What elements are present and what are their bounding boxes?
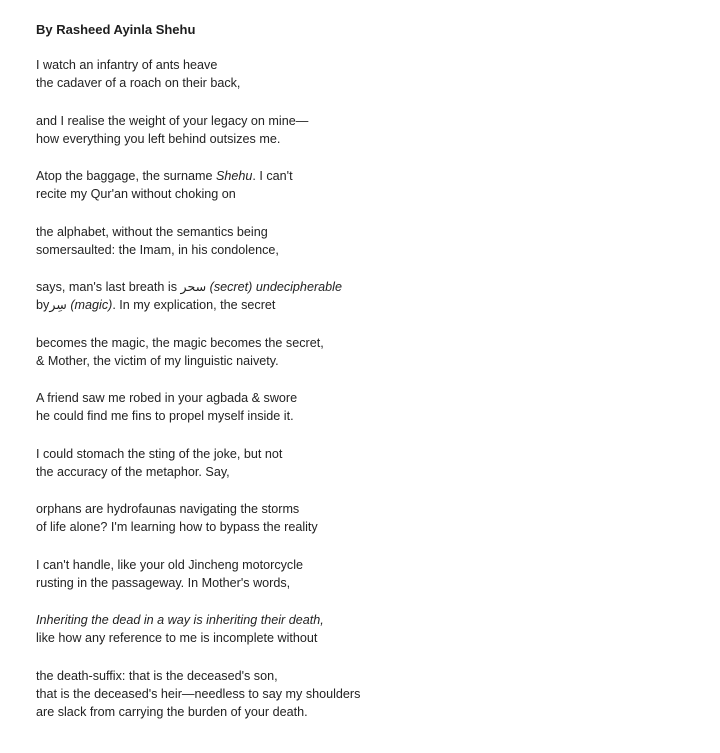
line-text: are slack from carrying the burden of your death. (36, 704, 308, 719)
stanza (36, 278, 720, 314)
line-text: I watch an infantry of ants heave (36, 58, 218, 72)
poem-line (36, 703, 720, 721)
stanza (36, 334, 720, 370)
arabic-word: سحر (180, 280, 207, 294)
poem-line (36, 407, 720, 425)
poem-line (36, 389, 720, 407)
line-text: A friend saw me robed in your agbada & swore (36, 391, 298, 405)
line-text: I could stomach the sting of the joke, but not (36, 446, 283, 461)
poem-line (36, 185, 720, 203)
line-text: I can't handle, like your old Jincheng motorcycle (36, 557, 304, 572)
line-text: the alphabet, without the semantics being (36, 224, 268, 239)
line-text: the death-suffix: that is the deceased's son, (36, 668, 278, 683)
italic-text: (magic) (70, 298, 113, 312)
stanza (36, 556, 720, 592)
stanza (36, 223, 720, 259)
poem-line (36, 629, 720, 647)
poem-line (36, 130, 720, 148)
line-text: the cadaver of a roach on their back, (36, 76, 241, 90)
line-text: somersaulted: the Imam, in his condolence, (36, 242, 279, 257)
line-text: . In my explication, the secret (112, 298, 276, 312)
line-text: rusting in the passageway. In Mother's words, (36, 575, 291, 590)
poem-line (36, 463, 720, 481)
poem-line (36, 56, 720, 74)
line-text: and I realise the weight of your legacy on mine— (36, 113, 309, 128)
line-text: how everything you left behind outsizes me. (36, 131, 281, 146)
stanza (36, 167, 720, 203)
poem-line (36, 667, 720, 685)
poem-line (36, 500, 720, 518)
line-text: that is the deceased's heir—needless to say my shoulders (36, 686, 361, 701)
line-text: & Mother, the victim of my linguistic naivety. (36, 353, 279, 368)
line-text: he could find me fins to propel myself inside it. (36, 409, 294, 423)
line-text: Atop the baggage, the surname (36, 169, 216, 183)
stanza (36, 611, 720, 647)
line-text: . I can't (252, 169, 293, 183)
poem-author: By Rasheed Ayinla Shehu (36, 22, 196, 37)
poem-body (36, 56, 720, 721)
line-text: of life alone? I'm learning how to bypass the reality (36, 520, 318, 534)
poem-line (36, 445, 720, 463)
poem-line (36, 574, 720, 592)
poem-line (36, 556, 720, 574)
stanza (36, 445, 720, 481)
poem-line (36, 112, 720, 130)
stanza (36, 667, 720, 721)
poem-line (36, 74, 720, 92)
poem-line (36, 278, 720, 296)
line-text: the accuracy of the metaphor. Say, (36, 464, 230, 479)
line-text: recite my Qur'an without choking on (36, 187, 236, 201)
italic-text: (secret) undecipherable (209, 280, 342, 294)
poem-line (36, 241, 720, 259)
stanza (36, 112, 720, 148)
stanza (36, 500, 720, 536)
arabic-word: سِر (49, 298, 67, 312)
line-text: says, man's last breath is (36, 280, 181, 294)
poem-line (36, 334, 720, 352)
poem-line (36, 167, 720, 185)
poem-line (36, 518, 720, 536)
poem-line (36, 296, 720, 314)
italic-text: Shehu (215, 169, 253, 183)
poem-line (36, 352, 720, 370)
line-text: becomes the magic, the magic becomes the secret, (36, 335, 324, 350)
line-text: like how any reference to me is incomplete without (36, 631, 318, 645)
stanza (36, 389, 720, 425)
poem-line (36, 223, 720, 241)
line-text: orphans are hydrofaunas navigating the storms (36, 502, 300, 516)
poem-line (36, 611, 720, 629)
stanza (36, 56, 720, 92)
italic-text: Inheriting the dead in a way is inheriting their death, (36, 613, 324, 627)
poem-line (36, 685, 720, 703)
line-text: by (36, 298, 50, 312)
